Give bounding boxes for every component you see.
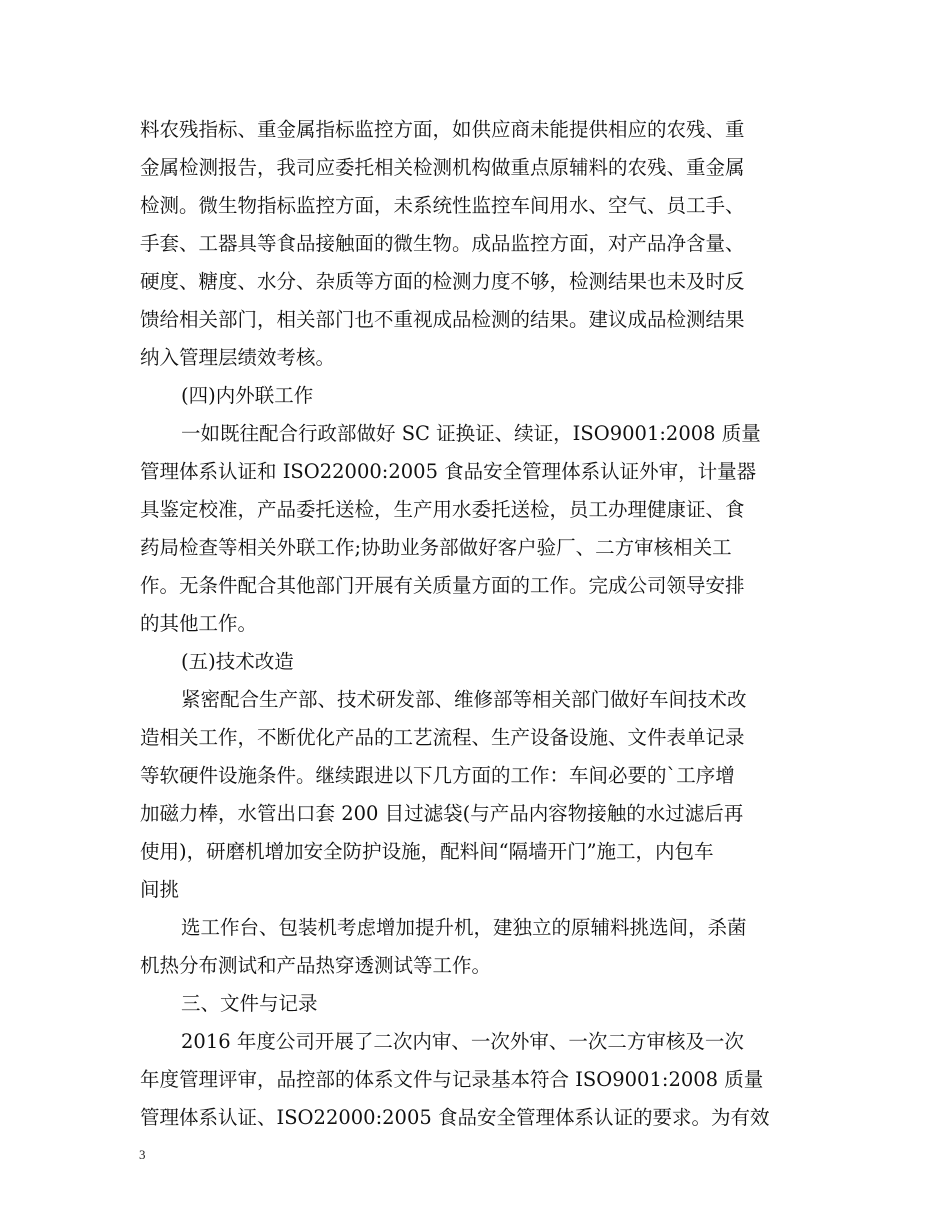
text-line: 的其他工作。 bbox=[140, 612, 258, 635]
paragraph-first-line: 选工作台、包装机考虑增加提升机，建独立的原辅料挑选间，杀菌 bbox=[181, 916, 747, 939]
text-line: 纳入管理层绩效考核。 bbox=[140, 346, 336, 369]
text-line: 使用)，研磨机增加安全防护设施，配料间“隔墙开门”施工，内包车 bbox=[140, 840, 714, 863]
text-line: 手套、工器具等食品接触面的微生物。成品监控方面，对产品净含量、 bbox=[140, 232, 745, 255]
text-line: 管理体系认证、ISO22000:2005 食品安全管理体系认证的要求。为有效 bbox=[140, 1106, 770, 1129]
text-line: 药局检查等相关外联工作;协助业务部做好客户验厂、二方审核相关工 bbox=[140, 536, 732, 559]
text-line: 料农残指标、重金属指标监控方面，如供应商未能提供相应的农残、重 bbox=[140, 118, 745, 141]
text-line: 金属检测报告，我司应委托相关检测机构做重点原辅料的农残、重金属 bbox=[140, 156, 745, 179]
text-line: 馈给相关部门，相关部门也不重视成品检测的结果。建议成品检测结果 bbox=[140, 308, 745, 331]
paragraph-first-line: 一如既往配合行政部做好 SC 证换证、续证，ISO9001:2008 质量 bbox=[181, 422, 761, 445]
section-heading: (四)内外联工作 bbox=[181, 384, 314, 407]
text-line: 加磁力棒，水管出口套 200 目过滤袋(与产品内容物接触的水过滤后再 bbox=[140, 802, 744, 825]
text-line: 造相关工作，不断优化产品的工艺流程、生产设备设施、文件表单记录 bbox=[140, 726, 745, 749]
text-line: 硬度、糖度、水分、杂质等方面的检测力度不够，检测结果也未及时反 bbox=[140, 270, 745, 293]
document-body bbox=[140, 111, 815, 1137]
page-number: 3 bbox=[139, 1147, 146, 1162]
text-line: 作。无条件配合其他部门开展有关质量方面的工作。完成公司领导安排 bbox=[140, 574, 745, 597]
paragraph-first-line: 紧密配合生产部、技术研发部、维修部等相关部门做好车间技术改 bbox=[181, 688, 747, 711]
text-line: 检测。微生物指标监控方面，未系统性监控车间用水、空气、员工手、 bbox=[140, 194, 745, 217]
text-line: 管理体系认证和 ISO22000:2005 食品安全管理体系认证外审，计量器 bbox=[140, 460, 757, 483]
text-line: 具鉴定校准，产品委托送检，生产用水委托送检，员工办理健康证、食 bbox=[140, 498, 745, 521]
paragraph-first-line: 2016 年度公司开展了二次内审、一次外审、一次二方审核及一次 bbox=[181, 1030, 744, 1053]
text-line: 等软硬件设施条件。继续跟进以下几方面的工作：车间必要的`工序增 bbox=[140, 764, 735, 787]
section-heading: 三、文件与记录 bbox=[181, 992, 318, 1015]
text-line: 年度管理评审，品控部的体系文件与记录基本符合 ISO9001:2008 质量 bbox=[140, 1068, 764, 1091]
text-line: 间挑 bbox=[140, 878, 180, 901]
section-heading: (五)技术改造 bbox=[181, 650, 294, 673]
text-line: 机热分布测试和产品热穿透测试等工作。 bbox=[140, 954, 492, 977]
